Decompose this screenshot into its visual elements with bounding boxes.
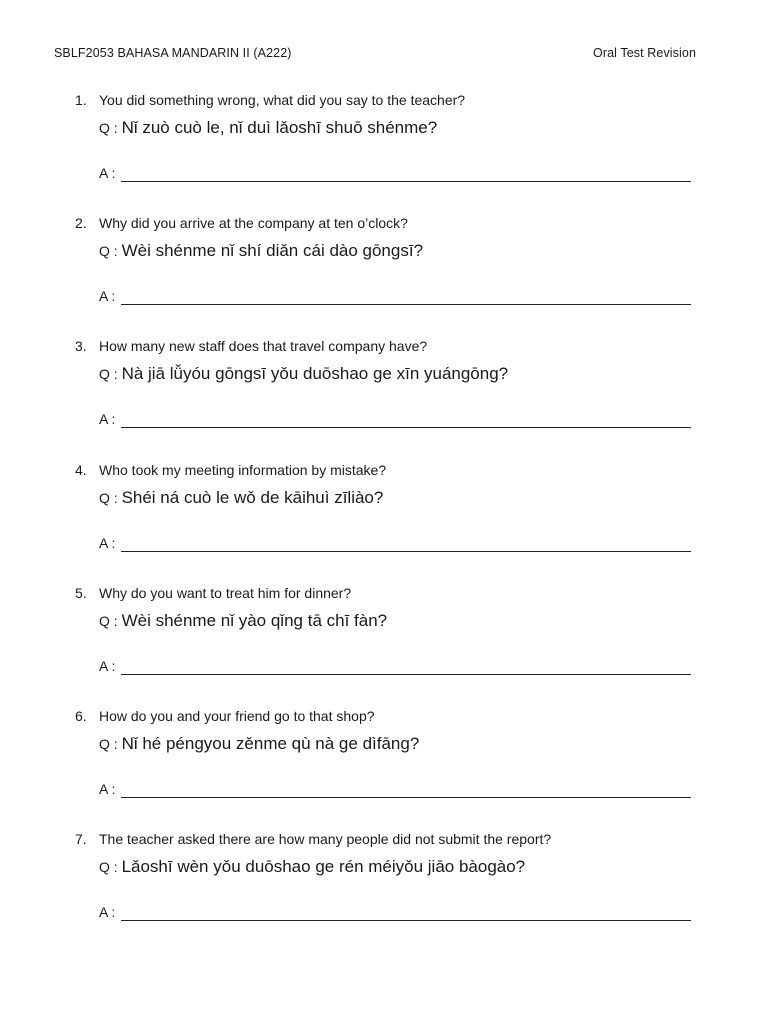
- answer-blank[interactable]: [121, 920, 691, 921]
- question-item: [0, 338, 768, 461]
- question-number: 6.: [75, 707, 87, 724]
- question-prefix: Q :: [99, 243, 122, 260]
- question-pinyin: Shéi ná cuò le wǒ de kāihuì zīliào?: [121, 487, 384, 507]
- question-number: 1.: [75, 92, 87, 108]
- question-number: 3.: [75, 338, 87, 355]
- question-number: 2.: [75, 215, 87, 232]
- question-pinyin-line: [99, 364, 508, 384]
- answer-blank[interactable]: [121, 551, 691, 552]
- question-pinyin: Wèi shénme nǐ shí diǎn cái dào gōngsī?: [121, 241, 424, 261]
- question-english: Why do you want to treat him for dinner?: [99, 584, 352, 601]
- answer-label: A :: [99, 657, 116, 674]
- question-pinyin: Wèi shénme nǐ yào qǐng tā chī fàn?: [121, 610, 388, 630]
- answer-label: A :: [99, 780, 116, 797]
- question-english: How many new staff does that travel company have?: [99, 338, 428, 355]
- question-prefix: Q :: [99, 735, 122, 752]
- question-pinyin: Nà jiā lǚyóu gōngsī yǒu duōshao ge xīn yuángōng?: [121, 364, 509, 384]
- answer-row: [99, 657, 691, 677]
- document-title: Oral Test Revision: [593, 46, 696, 60]
- answer-row: [99, 287, 691, 307]
- question-list: [0, 92, 768, 954]
- question-item: [0, 585, 768, 708]
- answer-blank[interactable]: [121, 304, 691, 305]
- question-pinyin: Nǐ hé péngyou zěnme qù nà ge dìfāng?: [121, 733, 420, 753]
- answer-blank[interactable]: [121, 674, 691, 675]
- question-pinyin-line: [99, 734, 419, 754]
- question-english: The teacher asked there are how many people did not submit the report?: [99, 831, 552, 848]
- question-pinyin-line: [99, 611, 387, 631]
- question-number: 5.: [75, 584, 87, 601]
- question-number: 4.: [75, 461, 87, 478]
- answer-row: [99, 164, 691, 184]
- answer-row: [99, 903, 691, 923]
- question-prefix: Q :: [99, 366, 122, 383]
- question-english: You did something wrong, what did you say to the teacher?: [99, 92, 466, 108]
- answer-row: [99, 780, 691, 800]
- question-english: Who took my meeting information by mistake?: [99, 461, 387, 478]
- question-item: [0, 215, 768, 338]
- question-item: [0, 708, 768, 831]
- question-pinyin-line: [99, 118, 437, 138]
- answer-label: A :: [99, 411, 116, 428]
- question-pinyin: Lǎoshī wèn yǒu duōshao ge rén méiyǒu jiāo bàogào?: [121, 857, 526, 877]
- answer-blank[interactable]: [121, 427, 691, 428]
- question-pinyin-line: [99, 241, 423, 261]
- question-item: [0, 831, 768, 954]
- course-code: SBLF2053 BAHASA MANDARIN II (A222): [54, 46, 292, 60]
- question-pinyin-line: [99, 488, 383, 508]
- answer-label: A :: [99, 534, 116, 551]
- question-prefix: Q :: [99, 612, 122, 629]
- page-header: [54, 46, 696, 64]
- question-prefix: Q :: [99, 859, 122, 876]
- answer-label: A :: [99, 288, 116, 305]
- question-prefix: Q :: [99, 489, 122, 506]
- answer-blank[interactable]: [121, 181, 691, 182]
- answer-label: A :: [99, 165, 116, 181]
- answer-row: [99, 410, 691, 430]
- answer-row: [99, 534, 691, 554]
- question-pinyin-line: [99, 857, 525, 877]
- question-prefix: Q :: [99, 120, 122, 136]
- question-pinyin: Nǐ zuò cuò le, nǐ duì lǎoshī shuō shénme?: [121, 118, 438, 137]
- answer-label: A :: [99, 904, 116, 921]
- answer-blank[interactable]: [121, 797, 691, 798]
- question-english: Why did you arrive at the company at ten o’clock?: [99, 215, 408, 232]
- question-item: [0, 92, 768, 215]
- question-english: How do you and your friend go to that shop?: [99, 707, 375, 724]
- question-number: 7.: [75, 831, 87, 848]
- question-item: [0, 462, 768, 585]
